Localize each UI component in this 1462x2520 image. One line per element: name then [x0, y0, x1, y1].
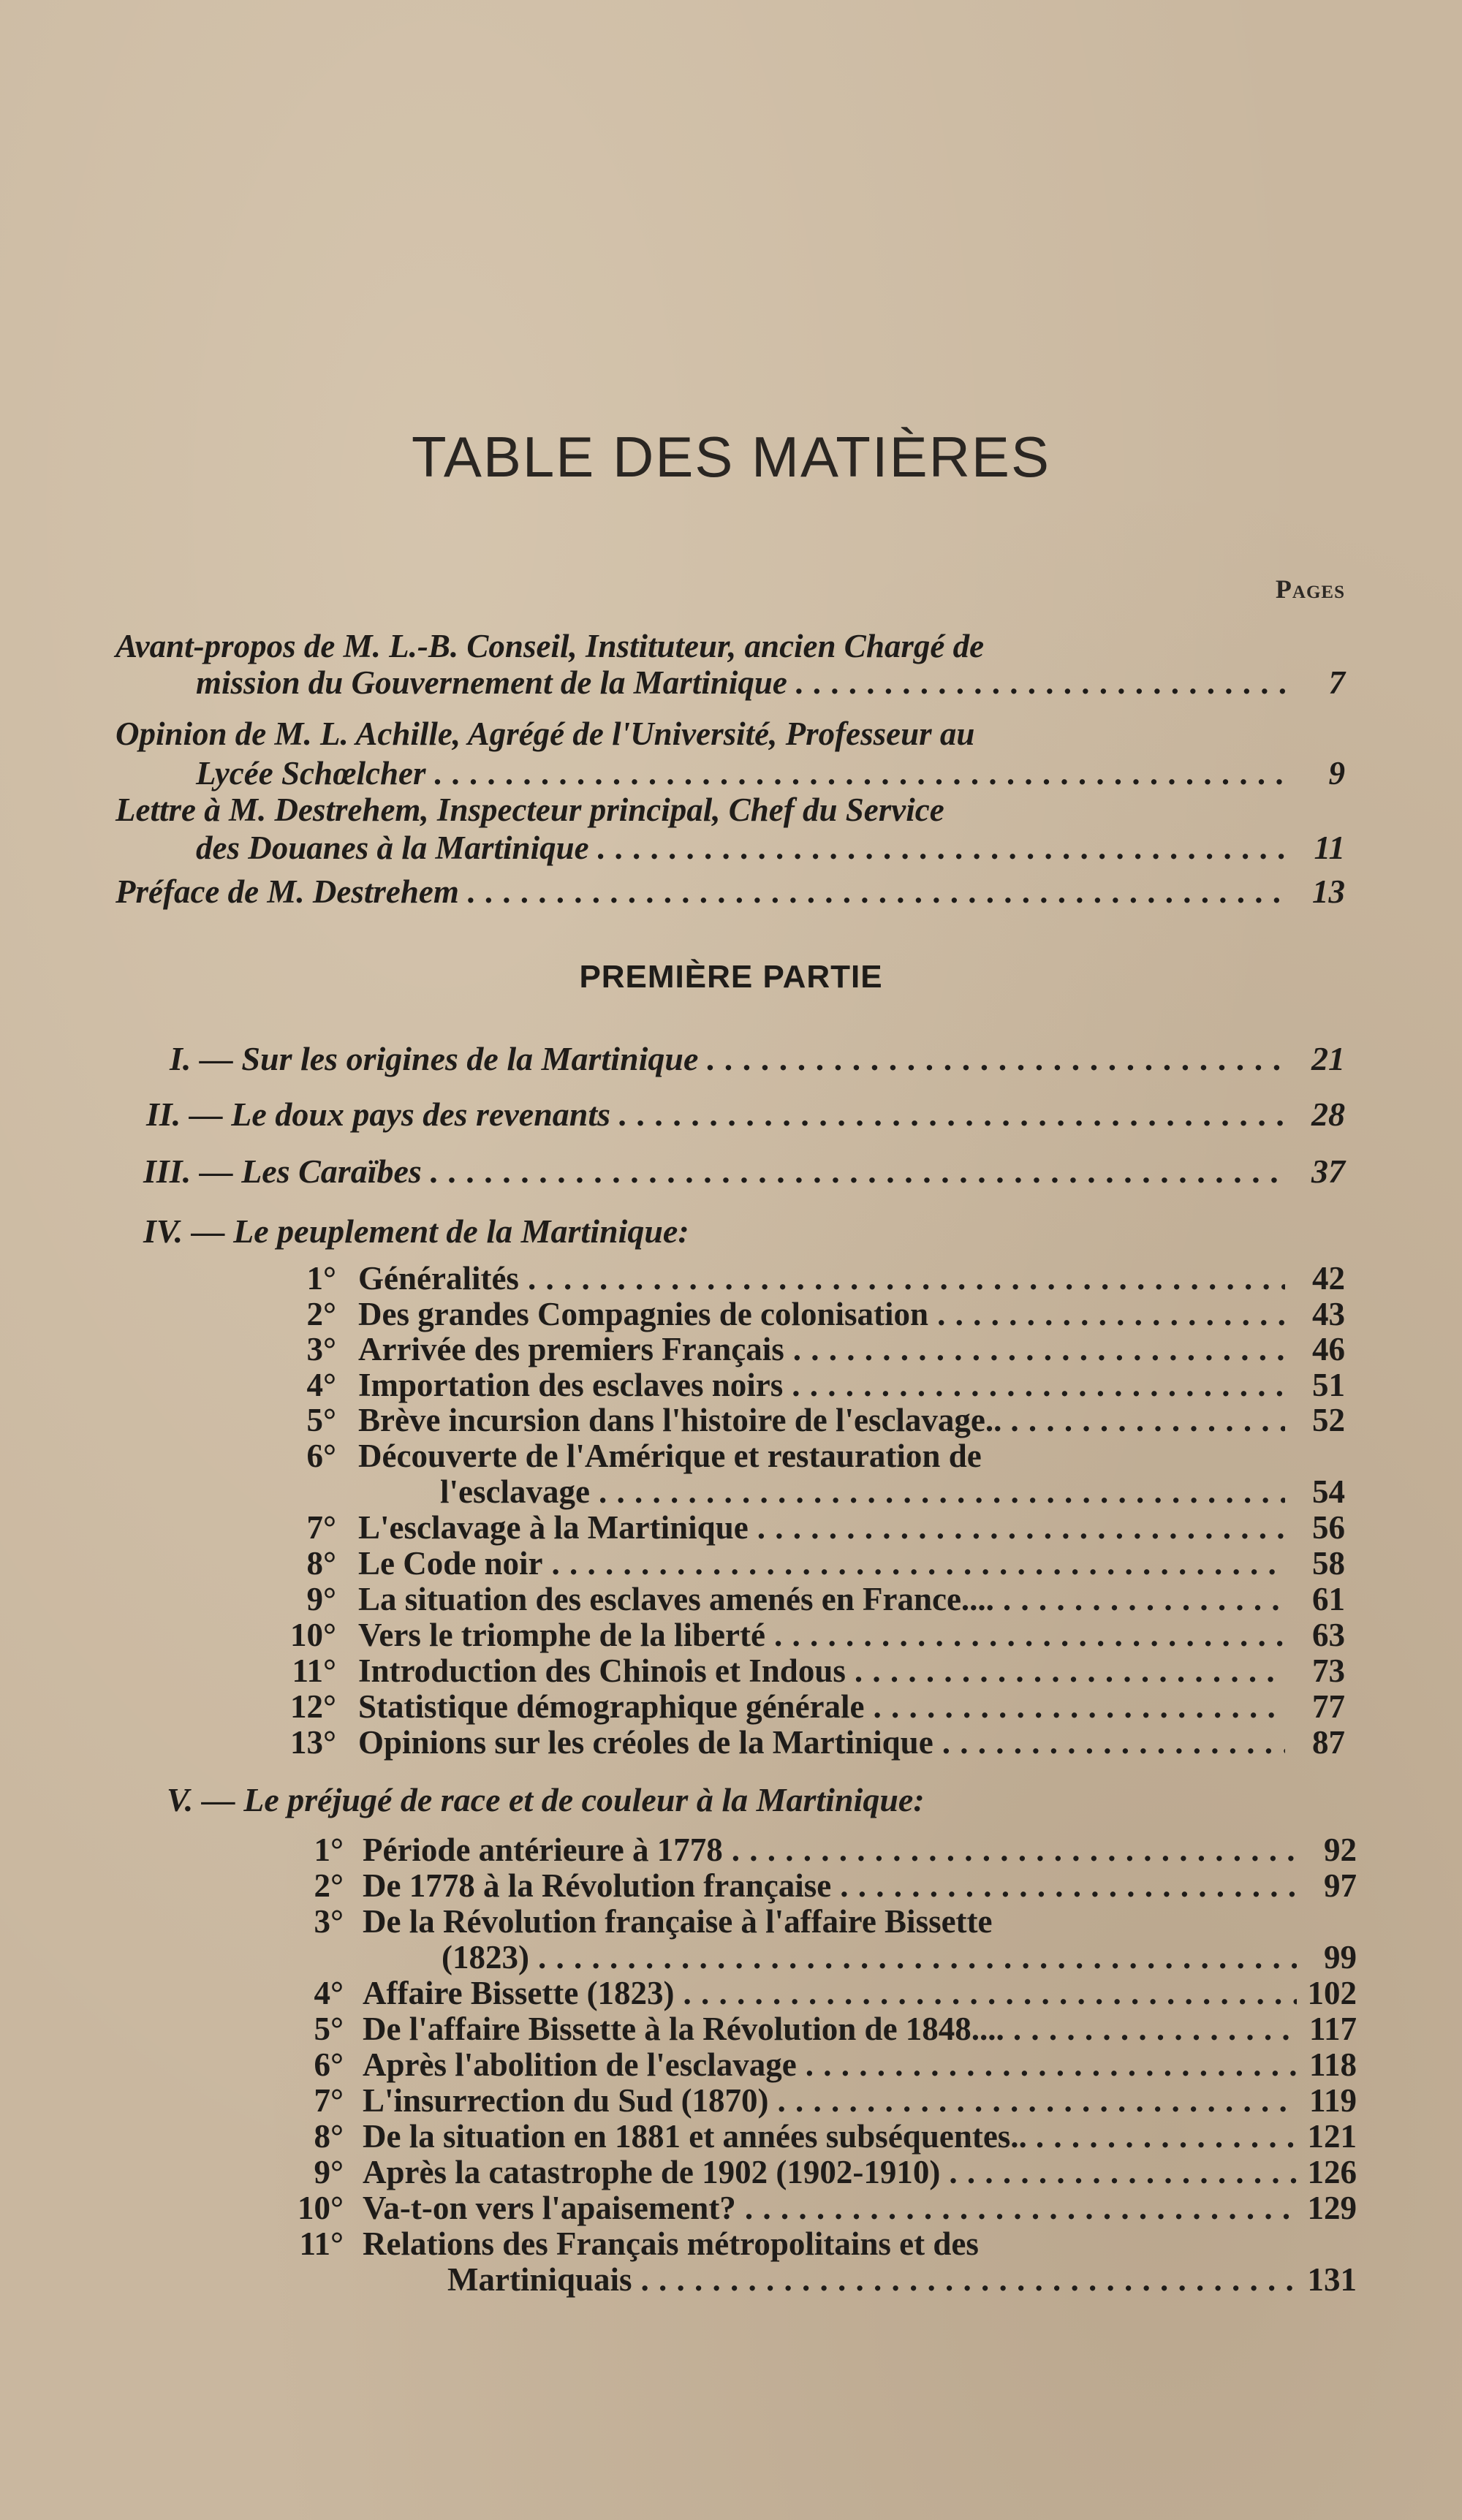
section-number: 10° [298, 2190, 344, 2226]
toc-section: Affaire Bissette (1823) . . . 102 [363, 1974, 1357, 2012]
section-number: 2° [314, 1867, 344, 1904]
toc-section: Introduction des Chinois et Indous . . . 73 [358, 1652, 1345, 1690]
page-number: 97 [1324, 1867, 1357, 1904]
dot-leader [431, 1152, 1285, 1191]
section-number: 3° [314, 1903, 344, 1940]
section-number: 1° [306, 1260, 336, 1297]
page-number: 77 [1312, 1688, 1345, 1725]
dot-leader [874, 1688, 1286, 1726]
section-number: 4° [314, 1975, 344, 2011]
dot-leader [683, 1974, 1297, 2012]
page-number: 102 [1307, 1975, 1357, 2011]
page-number: 52 [1312, 1402, 1345, 1438]
page-title: TABLE DES MATIÈRES [412, 425, 1050, 489]
section-number: 12° [290, 1688, 336, 1725]
dot-leader [707, 1039, 1285, 1078]
dot-leader [949, 2153, 1297, 2191]
page-number: 11 [1314, 830, 1345, 866]
dot-leader [778, 2081, 1297, 2119]
toc-section: L'esclavage à la Martinique . . . 56 [358, 1508, 1345, 1546]
section-number: 4° [306, 1367, 336, 1403]
page-number: 119 [1308, 2082, 1357, 2119]
toc-section: Des grandes Compagnies de colonisation . . . 43 [358, 1295, 1345, 1333]
page-number: 118 [1308, 2046, 1357, 2083]
dot-leader [792, 1366, 1285, 1404]
toc-section: Le Code noir . . . 58 [358, 1544, 1345, 1582]
toc-entry-opinion: Lycée Schœlcher . . . 9 [196, 754, 1345, 792]
page-number: 56 [1312, 1509, 1345, 1546]
toc-section-line1: De la Révolution française à l'affaire Bissette [363, 1903, 993, 1940]
dot-leader [774, 1616, 1285, 1654]
part-heading: PREMIÈRE PARTIE [579, 959, 883, 995]
toc-section: Brève incursion dans l'histoire de l'esclavage.. . . . 52 [358, 1401, 1345, 1439]
toc-section: De l'affaire Bissette à la Révolution de 1848.... . . . 117 [363, 2010, 1357, 2048]
toc-section: Période antérieure à 1778 . . . 92 [363, 1831, 1357, 1869]
toc-section: Importation des esclaves noirs . . . 51 [358, 1366, 1345, 1404]
page-number: 131 [1307, 2261, 1357, 2298]
page-number: 9 [1328, 755, 1345, 792]
page-number: 54 [1312, 1473, 1345, 1510]
dot-leader [468, 873, 1285, 911]
toc-entry-lettre-line1: Lettre à M. Destrehem, Inspecteur principal, Chef du Service [115, 792, 944, 828]
toc-section-line1: Découverte de l'Amérique et restauration de [358, 1438, 982, 1474]
section-number: 5° [314, 2011, 344, 2047]
toc-section: De 1778 à la Révolution française . . . 97 [363, 1867, 1357, 1905]
toc-section: Va-t-on vers l'apaisement? . . . 129 [363, 2189, 1357, 2227]
dot-leader [942, 1723, 1285, 1761]
page-number: 129 [1307, 2190, 1357, 2226]
toc-section: l'esclavage . . . 54 [440, 1473, 1345, 1511]
toc-section: Après la catastrophe de 1902 (1902-1910) . . . 126 [363, 2153, 1357, 2191]
dot-leader [641, 2261, 1297, 2299]
dot-leader [757, 1508, 1285, 1546]
section-number: 11° [292, 1652, 336, 1689]
dot-leader [552, 1544, 1286, 1582]
section-number: 3° [306, 1331, 336, 1367]
section-number: 6° [306, 1438, 336, 1474]
page-number: 37 [1311, 1153, 1345, 1190]
section-number: 8° [306, 1545, 336, 1582]
page-number: 61 [1312, 1581, 1345, 1617]
dot-leader [1013, 2010, 1297, 2048]
section-number: 5° [306, 1402, 336, 1438]
toc-entry-lettre: des Douanes à la Martinique . . . 11 [196, 829, 1345, 867]
page-number: 43 [1312, 1296, 1345, 1332]
section-number: 10° [290, 1617, 336, 1653]
section-number: 2° [306, 1296, 336, 1332]
chapter-iii: III. — Les Caraïbes . . . 37 [143, 1152, 1345, 1191]
toc-section: Martiniquais . . . 131 [447, 2261, 1357, 2299]
page-number: 13 [1312, 873, 1345, 910]
section-number: 6° [314, 2046, 344, 2083]
page-number: 28 [1311, 1096, 1345, 1133]
dot-leader [1036, 2117, 1297, 2155]
section-number: 7° [314, 2082, 344, 2119]
page-number: 92 [1324, 1832, 1357, 1868]
section-number: 13° [290, 1724, 336, 1761]
dot-leader [528, 1259, 1285, 1297]
page-number: 21 [1311, 1040, 1345, 1077]
chapter-i: I. — Sur les origines de la Martinique . . . 21 [170, 1039, 1345, 1078]
toc-entry-preface: Préface de M. Destrehem . . . 13 [115, 873, 1345, 911]
page-number: 51 [1312, 1367, 1345, 1403]
section-number: 11° [299, 2225, 344, 2262]
section-number: 7° [306, 1509, 336, 1546]
page-number: 73 [1312, 1652, 1345, 1689]
dot-leader [619, 1095, 1285, 1134]
page-number: 117 [1308, 2011, 1357, 2047]
dot-leader [796, 664, 1285, 702]
toc-section-line1: Relations des Français métropolitains et des [363, 2225, 979, 2262]
toc-entry-opinion-line1: Opinion de M. L. Achille, Agrégé de l'Université, Professeur au [115, 716, 975, 752]
dot-leader [538, 1938, 1297, 1976]
section-number: 1° [314, 1832, 344, 1868]
dot-leader [937, 1295, 1285, 1333]
page-number: 7 [1328, 664, 1345, 701]
page-number: 99 [1324, 1939, 1357, 1976]
toc-section: Vers le triomphe de la liberté . . . 63 [358, 1616, 1345, 1654]
dot-leader [1010, 1401, 1285, 1439]
toc-section: (1823) . . . 99 [442, 1938, 1357, 1976]
dot-leader [434, 754, 1285, 792]
section-number: 8° [314, 2118, 344, 2155]
toc-section: L'insurrection du Sud (1870) . . . 119 [363, 2081, 1357, 2119]
dot-leader [840, 1867, 1297, 1905]
dot-leader [745, 2189, 1297, 2227]
toc-section: Opinions sur les créoles de la Martinique . . . 87 [358, 1723, 1345, 1761]
dot-leader [806, 2046, 1297, 2084]
page-number: 126 [1307, 2154, 1357, 2190]
toc-entry-avant-propos: mission du Gouvernement de la Martinique . . . 7 [196, 664, 1345, 702]
toc-entry-avant-propos-line1: Avant-propos de M. L.-B. Conseil, Instituteur, ancien Chargé de [115, 628, 985, 664]
dot-leader [1003, 1580, 1285, 1618]
dot-leader [793, 1330, 1285, 1368]
dot-leader [599, 1473, 1285, 1511]
page-number: 63 [1312, 1617, 1345, 1653]
page-number: 58 [1312, 1545, 1345, 1582]
toc-section: De la situation en 1881 et années subséquentes.. . . . 121 [363, 2117, 1357, 2155]
page-number: 121 [1307, 2118, 1357, 2155]
toc-section: Généralités . . . 42 [358, 1259, 1345, 1297]
dot-leader [598, 829, 1285, 867]
page-number: 42 [1312, 1260, 1345, 1297]
toc-section: Arrivée des premiers Français . . . 46 [358, 1330, 1345, 1368]
toc-section: La situation des esclaves amenés en France.... . . . 61 [358, 1580, 1345, 1618]
section-number: 9° [314, 2154, 344, 2190]
pages-column-label: Pages [1275, 574, 1345, 604]
toc-section: Statistique démographique générale . . . 77 [358, 1688, 1345, 1726]
chapter-v: V. — Le préjugé de race et de couleur à la Martinique: [167, 1781, 925, 1818]
chapter-ii: II. — Le doux pays des revenants . . . 28 [146, 1095, 1345, 1134]
page-number: 46 [1312, 1331, 1345, 1367]
toc-section: Après l'abolition de l'esclavage . . . 118 [363, 2046, 1357, 2084]
chapter-iv: IV. — Le peuplement de la Martinique: [143, 1212, 689, 1250]
section-number: 9° [306, 1581, 336, 1617]
dot-leader [732, 1831, 1297, 1869]
dot-leader [855, 1652, 1285, 1690]
page-number: 87 [1312, 1724, 1345, 1761]
